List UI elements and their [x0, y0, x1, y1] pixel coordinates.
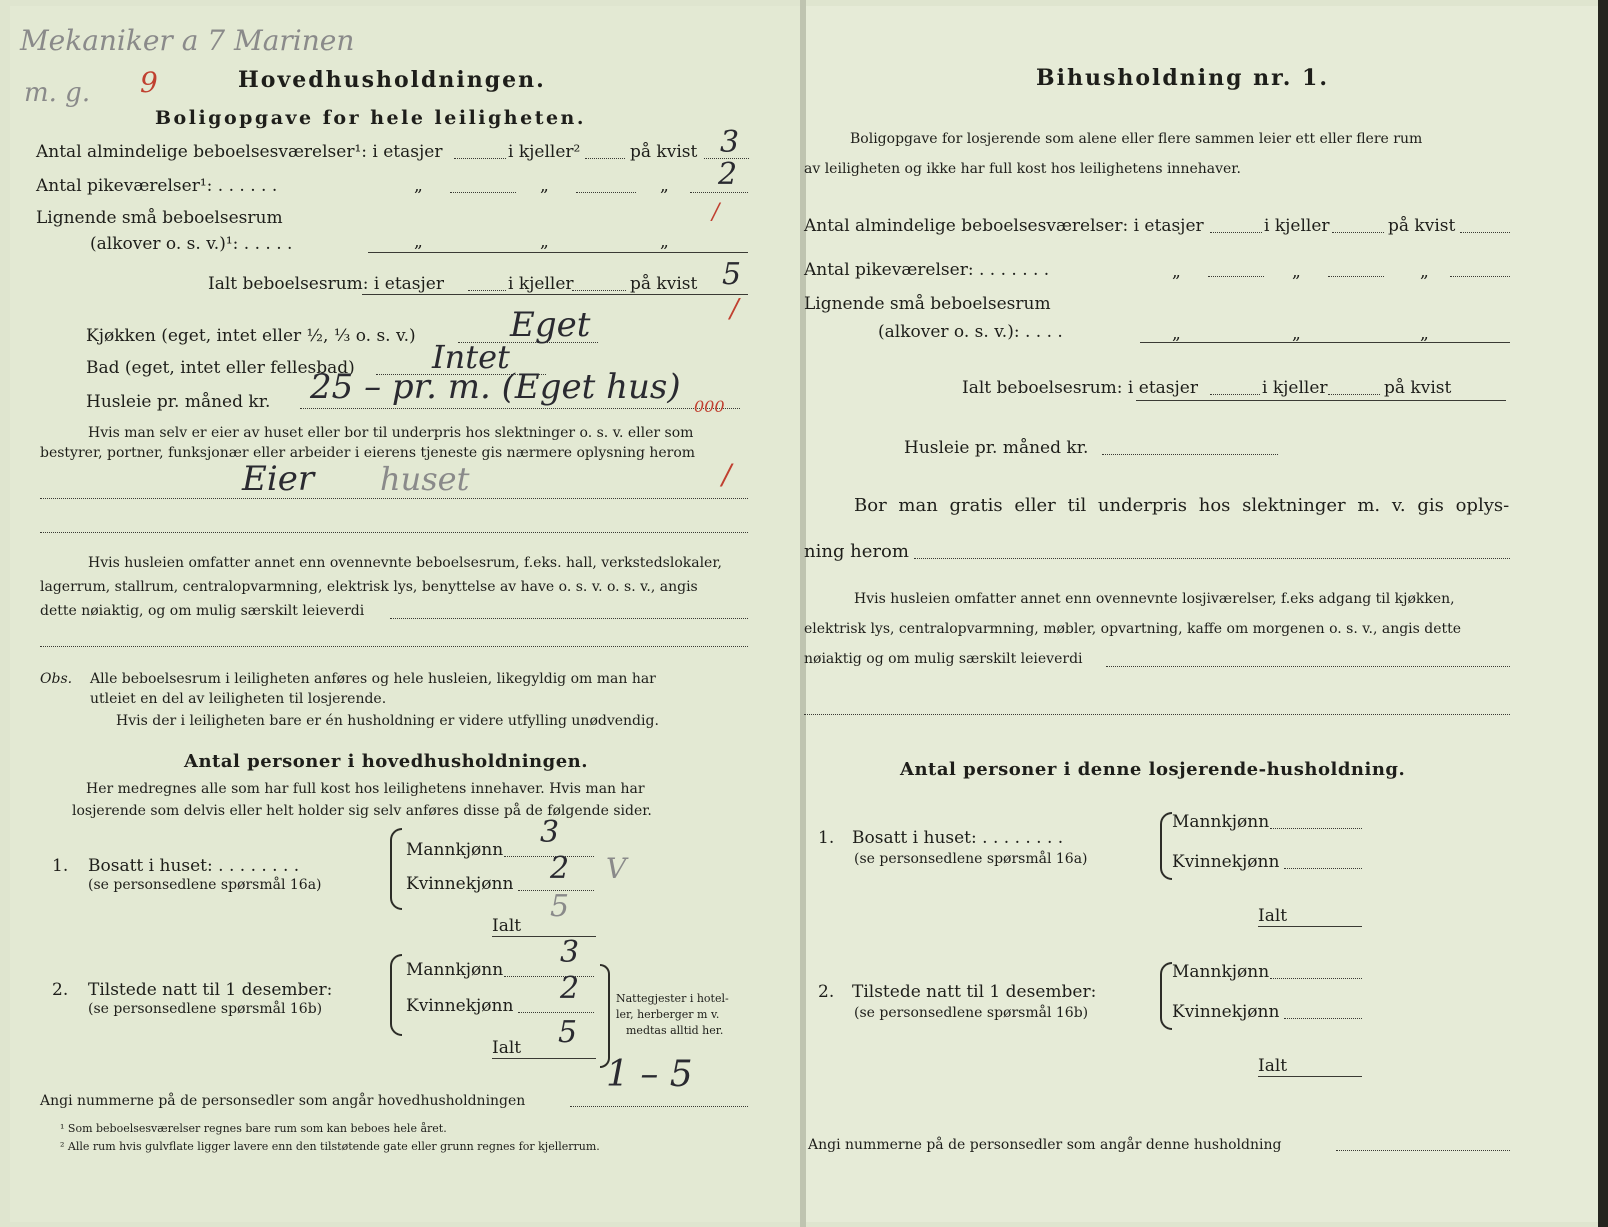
right-angi-text: Angi nummerne på de personsedler som angår denne husholdning — [808, 1137, 1282, 1153]
left-subtitle: Boligopgave for hele leiligheten. — [155, 107, 586, 129]
handwritten-kjokken: Eget — [510, 305, 591, 345]
left-ditto-2: „ — [540, 176, 549, 196]
handwritten-check-mark: V — [606, 852, 627, 885]
right-ditto-1: „ — [1172, 262, 1181, 282]
left-kjokken-label: Kjøkken (eget, intet eller ½, ⅓ o. s. v.) — [86, 326, 416, 346]
right-husleie-field[interactable] — [1102, 454, 1278, 455]
right-row-pike-label: Antal pikeværelser: . . . . . . . — [804, 260, 1050, 280]
left-q2-ialt-line — [492, 1058, 596, 1059]
left-row-pike-kvist-field[interactable] — [690, 192, 748, 193]
right-gratis-text-1: Bor man gratis eller til underpris hos slektninger m. v. gis oplys- — [854, 495, 1510, 516]
right-ialt-label: Ialt beboelsesrum: i etasjer — [962, 378, 1198, 398]
right-omfatter-field-1[interactable] — [1106, 666, 1510, 667]
right-intro-2: av leiligheten og ikke har full kost hos leilighetens innehaver. — [804, 161, 1241, 177]
right-omfatter-field-2[interactable] — [804, 714, 1510, 715]
left-persons-title: Antal personer i hovedhusholdningen. — [184, 751, 589, 772]
right-ditto-3: „ — [1420, 262, 1429, 282]
left-q1-label: Bosatt i huset: . . . . . . . . — [88, 856, 300, 876]
handwritten-tilstede-kvinne: 2 — [560, 971, 580, 1006]
handwritten-bad: Intet — [432, 338, 510, 376]
right-q2-mann-label: Mannkjønn — [1172, 962, 1270, 982]
left-q2-ialt-label: Ialt — [492, 1038, 522, 1058]
right-q2-brace — [1160, 962, 1172, 1030]
left-obs-text-2: utleiet en del av leiligheten til losjerende. — [90, 691, 387, 707]
right-q2-kvinne-label: Kvinnekjønn — [1172, 1002, 1280, 1022]
left-ialt-line — [362, 294, 748, 295]
right-q1-kvinne-label: Kvinnekjønn — [1172, 852, 1280, 872]
left-eier-field-1[interactable] — [40, 498, 748, 499]
handwritten-tilstede-ialt: 5 — [558, 1015, 578, 1050]
left-natt-note-1: Nattegjester i hotel- — [616, 992, 729, 1005]
right-row-ligner-label-1: Lignende små beboelsesrum — [804, 294, 1051, 314]
left-ialt-kvist-label: på kvist — [630, 274, 698, 294]
left-natt-note-3: medtas alltid her. — [626, 1024, 724, 1037]
right-gratis-field[interactable] — [914, 558, 1510, 559]
left-angi-text: Angi nummerne på de personsedler som angår hovedhusholdningen — [40, 1093, 526, 1109]
left-q1-sub: (se personsedlene spørsmål 16a) — [88, 877, 322, 893]
handwritten-bosatt-mann: 3 — [540, 815, 560, 850]
handwritten-occupation: Mekaniker a 7 Marinen — [20, 24, 355, 57]
handwritten-kvist-count: 3 — [720, 125, 740, 160]
handwritten-mg-number: 9 — [140, 66, 158, 99]
handwritten-owner-note-2: huset — [380, 460, 470, 498]
handwritten-husleie: 25 – pr. m. (Eget hus) — [310, 367, 681, 407]
handwritten-mg: m. g. — [24, 78, 91, 108]
right-husleie-label: Husleie pr. måned kr. — [904, 438, 1089, 458]
right-q1-brace — [1160, 812, 1172, 880]
right-omfatter-text-1: Hvis husleien omfatter annet enn ovennevnte losjiværelser, f.eks adgang til kjøkken, — [854, 591, 1455, 607]
right-q1-ialt-label: Ialt — [1258, 906, 1288, 926]
right-row-ligner-label-2: (alkover o. s. v.): . . . . — [878, 322, 1063, 342]
right-ialt-kvist-label: på kvist — [1384, 378, 1452, 398]
left-q2-sub: (se personsedlene spørsmål 16b) — [88, 1001, 323, 1017]
handwritten-husleie-extra: 000 — [694, 397, 725, 416]
left-ditto-5: „ — [540, 232, 549, 252]
right-row-pike-kjeller-field[interactable] — [1328, 276, 1384, 277]
handwritten-red-mark-3: / — [722, 458, 732, 491]
right-row-pike-etasjer-field[interactable] — [1208, 276, 1264, 277]
right-q1-kvinne-field[interactable] — [1284, 868, 1362, 869]
left-eier-text-2: bestyrer, portner, funksjonær eller arbeider i eierens tjeneste gis nærmere oplysning herom — [40, 445, 696, 461]
left-row-pike-etasjer-field[interactable] — [450, 192, 516, 193]
left-row-ligner-label-2: (alkover o. s. v.)¹: . . . . . — [90, 234, 293, 254]
handwritten-pike-count: 2 — [718, 157, 738, 192]
left-q1-ialt-line — [492, 936, 596, 937]
right-q1-mann-field[interactable] — [1270, 828, 1362, 829]
right-row-alm-etasjer-field[interactable] — [1210, 232, 1262, 233]
right-q2-ialt-line — [1258, 1076, 1362, 1077]
right-title: Bihusholdning nr. 1. — [1036, 65, 1329, 91]
left-q2-kvinne-label: Kvinnekjønn — [406, 996, 514, 1016]
right-q2-sub: (se personsedlene spørsmål 16b) — [854, 1005, 1089, 1021]
right-ditto-4: „ — [1172, 324, 1181, 344]
left-eier-text-1: Hvis man selv er eier av huset eller bor til underpris hos slektninger o. s. v. eller som — [88, 425, 694, 441]
right-row-alm-kjeller-label: i kjeller — [1264, 216, 1330, 236]
left-ditto-4: „ — [414, 232, 423, 252]
right-ditto-5: „ — [1292, 324, 1301, 344]
left-omfatter-text-3: dette nøiaktig, og om mulig særskilt leieverdi — [40, 603, 365, 619]
left-q2-brace — [390, 954, 402, 1036]
right-q1-label: Bosatt i huset: . . . . . . . . — [852, 828, 1064, 848]
left-row-alm-kjeller-label: i kjeller² — [508, 142, 581, 162]
left-row-alm-etasjer-field[interactable] — [454, 158, 506, 159]
handwritten-ialt-kvist: 5 — [722, 257, 742, 292]
left-angi-field[interactable] — [570, 1106, 748, 1107]
right-ialt-line — [1136, 400, 1506, 401]
left-q2-label: Tilstede natt til 1 desember: — [88, 980, 333, 1000]
left-footnote-2: ² Alle rum hvis gulvflate ligger lavere enn den tilstøtende gate eller grunn regnes for kjellerrum. — [60, 1140, 600, 1153]
handwritten-red-mark-1: / — [712, 200, 720, 225]
left-ialt-kjeller-label: i kjeller — [508, 274, 574, 294]
right-row-alm-kjeller-field[interactable] — [1332, 232, 1384, 233]
left-obs-text-1: Alle beboelsesrum i leiligheten anføres og hele husleien, likegyldig om man har — [90, 671, 656, 687]
right-angi-field[interactable] — [1336, 1150, 1510, 1151]
left-bad-label: Bad (eget, intet eller fellesbad) — [86, 358, 355, 378]
right-q1-number: 1. — [818, 828, 835, 848]
handwritten-red-mark-2: / — [730, 294, 739, 324]
right-persons-title: Antal personer i denne losjerende-husholdning. — [900, 759, 1406, 780]
right-row-alm-kvist-field[interactable] — [1460, 232, 1510, 233]
left-ditto-3: „ — [660, 176, 669, 196]
right-row-pike-kvist-field[interactable] — [1450, 276, 1510, 277]
right-intro-1: Boligopgave for losjerende som alene eller flere sammen leier ett eller flere rum — [850, 131, 1423, 147]
right-q2-kvinne-field[interactable] — [1284, 1018, 1362, 1019]
right-ialt-kjeller-field[interactable] — [1328, 394, 1380, 395]
left-ditto-6: „ — [660, 232, 669, 252]
left-q1-mann-field[interactable] — [504, 856, 594, 857]
left-row-ligner-line — [368, 252, 748, 253]
left-natt-note-2: ler, herberger m v. — [616, 1008, 720, 1021]
left-husleie-field[interactable] — [300, 408, 740, 409]
right-page — [806, 6, 1598, 1222]
right-q1-ialt-line — [1258, 926, 1362, 927]
right-row-ligner-line — [1140, 342, 1510, 343]
left-obs-label: Obs. — [40, 671, 73, 687]
right-ditto-6: „ — [1420, 324, 1429, 344]
right-omfatter-text-3: nøiaktig og om mulig særskilt leieverdi — [804, 651, 1083, 667]
handwritten-bosatt-kvinne: 2 — [550, 851, 570, 886]
left-ialt-kjeller-field[interactable] — [572, 290, 626, 291]
right-q2-ialt-label: Ialt — [1258, 1056, 1288, 1076]
right-q1-mann-label: Mannkjønn — [1172, 812, 1270, 832]
right-q2-label: Tilstede natt til 1 desember: — [852, 982, 1097, 1002]
left-q2-kvinne-field[interactable] — [518, 1012, 594, 1013]
right-ditto-2: „ — [1292, 262, 1301, 282]
left-row-ligner-label-1: Lignende små beboelsesrum — [36, 208, 283, 228]
left-title: Hovedhusholdningen. — [238, 67, 546, 93]
right-ialt-kjeller-label: i kjeller — [1262, 378, 1328, 398]
left-row-alm-kjeller-field[interactable] — [585, 158, 625, 159]
left-omfatter-field-2[interactable] — [40, 646, 748, 647]
left-q1-number: 1. — [52, 856, 69, 876]
left-q1-mann-label: Mannkjønn — [406, 840, 504, 860]
scan-edge — [1598, 0, 1608, 1227]
handwritten-nummerne: 1 – 5 — [606, 1054, 693, 1095]
left-row-alm-kvist-label: på kvist — [630, 142, 698, 162]
left-row-alm-label: Antal almindelige beboelsesværelser¹: i etasjer — [36, 142, 443, 162]
right-q2-mann-field[interactable] — [1270, 978, 1362, 979]
left-omfatter-field-1[interactable] — [390, 618, 748, 619]
left-persons-text-2: losjerende som delvis eller helt holder sig selv anføres disse på de følgende sider. — [72, 803, 652, 819]
left-row-pike-label: Antal pikeværelser¹: . . . . . . — [36, 176, 278, 196]
left-persons-text-1: Her medregnes alle som har full kost hos leilighetens innehaver. Hvis man har — [86, 781, 645, 797]
right-row-alm-kvist-label: på kvist — [1388, 216, 1456, 236]
right-ialt-etasjer-field[interactable] — [1210, 394, 1260, 395]
left-obs-text-3: Hvis der i leiligheten bare er én husholdning er videre utfylling unødvendig. — [116, 713, 659, 729]
right-row-alm-label: Antal almindelige beboelsesværelser: i etasjer — [804, 216, 1204, 236]
left-q2-right-brace — [600, 964, 610, 1068]
left-footnote-1: ¹ Som beboelsesværelser regnes bare rum som kan beboes hele året. — [60, 1122, 447, 1135]
left-q2-mann-label: Mannkjønn — [406, 960, 504, 980]
left-q1-kvinne-label: Kvinnekjønn — [406, 874, 514, 894]
right-omfatter-text-2: elektrisk lys, centralopvarmning, møbler, opvartning, kaffe om morgenen o. s. v., angis dette — [804, 621, 1462, 637]
left-omfatter-text-2: lagerrum, stallrum, centralopvarmning, elektrisk lys, benyttelse av have o. s. v. o. s. v., angis — [40, 579, 698, 595]
left-q2-number: 2. — [52, 980, 69, 1000]
left-ialt-label: Ialt beboelsesrum: i etasjer — [208, 274, 444, 294]
left-page — [10, 6, 800, 1222]
handwritten-bosatt-ialt: 5 — [550, 889, 570, 924]
left-ialt-etasjer-field[interactable] — [468, 290, 506, 291]
left-q1-ialt-label: Ialt — [492, 916, 522, 936]
left-husleie-label: Husleie pr. måned kr. — [86, 392, 271, 412]
left-q1-brace — [390, 828, 402, 910]
handwritten-owner-note: Eier — [242, 459, 315, 499]
left-q2-mann-field[interactable] — [504, 976, 594, 977]
right-gratis-text-2: ning herom — [804, 541, 909, 562]
right-q2-number: 2. — [818, 982, 835, 1002]
left-row-pike-kjeller-field[interactable] — [576, 192, 636, 193]
handwritten-tilstede-mann: 3 — [560, 935, 580, 970]
left-omfatter-text-1: Hvis husleien omfatter annet enn ovennevnte beboelsesrum, f.eks. hall, verkstedslokaler, — [88, 555, 722, 571]
right-q1-sub: (se personsedlene spørsmål 16a) — [854, 851, 1088, 867]
left-ditto-1: „ — [414, 176, 423, 196]
left-eier-field-2[interactable] — [40, 532, 748, 533]
